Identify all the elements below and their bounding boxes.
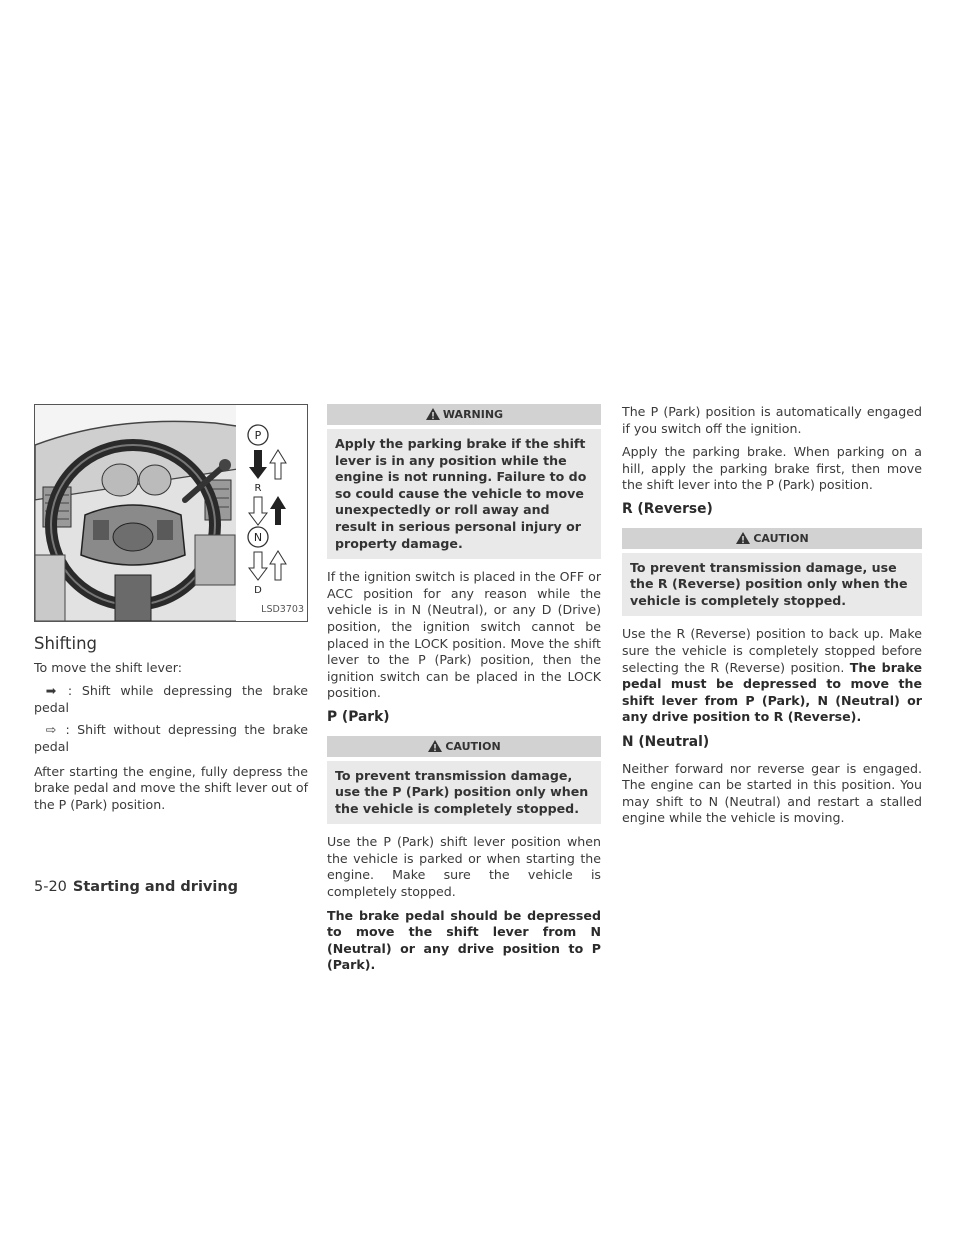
- figure-id: LSD3703: [261, 604, 304, 616]
- page-number: 5-20: [34, 879, 67, 895]
- section-heading-shifting: Shifting: [34, 634, 98, 653]
- hollow-arrow-icon: ⇨: [45, 722, 57, 738]
- svg-text:D: D: [254, 585, 262, 596]
- neutral-paragraph: Neither forward nor reverse gear is engaged. The engine can be started in this position. You may shift to N (Neutral) and restart a stalled engine while the vehicle is moving.: [622, 760, 922, 826]
- section-heading-neutral: N (Neutral): [622, 733, 710, 750]
- warning-callout: [327, 404, 601, 559]
- warning-text: Apply the parking brake if the shift lever is in any position while the engine is not running. Failure to do so could cause the vehicle to move unexpectedly or roll away and result in serious personal injury or property damage.: [327, 429, 601, 559]
- warning-header: [327, 404, 601, 425]
- warning-label: WARNING: [442, 408, 504, 421]
- column-left: [34, 404, 308, 820]
- shifting-intro: To move the shift lever:: [34, 659, 182, 675]
- caution-icon: [427, 739, 443, 753]
- section-heading-park: P (Park): [327, 708, 390, 725]
- list-item: [34, 722, 308, 755]
- svg-text:N: N: [253, 531, 263, 544]
- caution-label: CAUTION: [445, 739, 501, 753]
- reverse-text: Use the R (Reverse) position to back up. Make sure the vehicle is completely stopped before selecting the R (Reverse) position.: [622, 626, 922, 675]
- list-item: [34, 683, 308, 716]
- park-paragraph: Use the P (Park) shift lever position when the vehicle is parked or when starting the engine. Make sure the vehicle is completely stopped.: [327, 834, 601, 900]
- solid-arrow-icon: ➡: [45, 683, 57, 699]
- column-middle: [327, 404, 601, 981]
- caution-icon: [735, 531, 751, 545]
- caution-label: CAUTION: [753, 531, 809, 545]
- column-right: [622, 404, 922, 834]
- caution-header: [327, 736, 601, 757]
- section-heading-reverse: R (Reverse): [622, 500, 713, 517]
- park-bold-paragraph: The brake pedal should be depressed to move the shift lever from N (Neutral) or any drive position to P (Park).: [327, 907, 601, 973]
- caution-text: To prevent transmission damage, use the R (Reverse) position only when the vehicle is completely stopped.: [622, 553, 922, 617]
- svg-text:P: P: [254, 429, 262, 442]
- caution-header: [622, 528, 922, 549]
- park-brake-paragraph: Apply the parking brake. When parking on a hill, apply the parking brake first, then move the shift lever into the P (Park) position.: [622, 444, 922, 493]
- svg-text:R: R: [254, 483, 262, 494]
- shifting-after: After starting the engine, fully depress the brake pedal and move the shift lever out of the P (Park) position.: [34, 763, 308, 812]
- park-caution-callout: [327, 736, 601, 825]
- caution-text: To prevent transmission damage, use the P (Park) position only when the vehicle is completely stopped.: [327, 761, 601, 825]
- park-auto-paragraph: The P (Park) position is automatically engaged if you switch off the ignition.: [622, 404, 922, 436]
- shift-lever-figure: [34, 404, 308, 622]
- list-item-text: : Shift without depressing the brake pedal: [34, 722, 308, 754]
- chapter-title: Starting and driving: [72, 879, 239, 895]
- reverse-paragraph: [622, 626, 922, 726]
- ignition-paragraph: If the ignition switch is placed in the OFF or ACC position for any reason while the vehicle is in N (Neutral), or any D (Drive) position, the ignition switch cannot be placed in the LOCK position. Move the shift lever to the P (Park) position, then the ignition switch can be placed in the LOCK position.: [327, 569, 601, 701]
- list-item-text: : Shift while depressing the brake pedal: [34, 683, 308, 715]
- warning-icon: [425, 407, 441, 421]
- page-footer: [34, 879, 238, 895]
- dashboard-illustration: [35, 405, 307, 621]
- reverse-caution-callout: [622, 528, 922, 617]
- reverse-bold-text: The brake pedal must be depressed to move the shift lever from P (Park), N (Neutral) or any drive position to R (Reverse).: [622, 659, 922, 725]
